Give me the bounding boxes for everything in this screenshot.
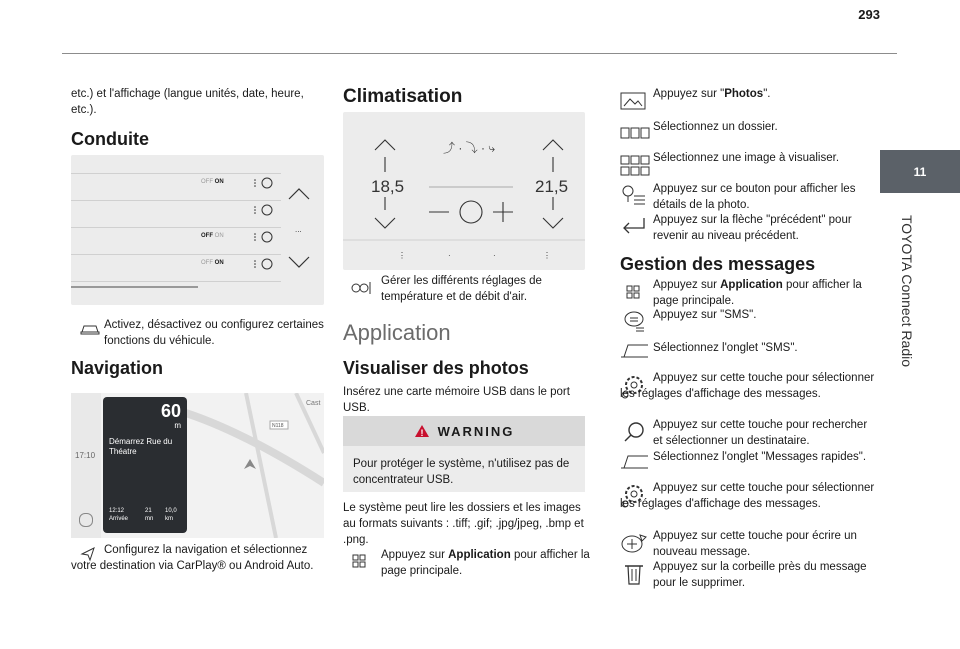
svg-text:!: ! bbox=[420, 428, 426, 438]
temp-right: 21,5 bbox=[535, 177, 569, 196]
msg-step-6: Sélectionnez l'onglet "Messages rapides". bbox=[653, 451, 867, 463]
search-icon bbox=[622, 421, 648, 443]
warning-box bbox=[343, 416, 585, 492]
trip-minutes: 21 mn bbox=[145, 508, 154, 522]
climatisation-heading: Climatisation bbox=[343, 86, 463, 107]
svg-text:⋮: ⋮ bbox=[543, 251, 551, 260]
msg-step-7: Appuyez sur cette touche pour sélectionner les réglages d'affichage des messages. bbox=[620, 482, 875, 510]
messages-heading: Gestion des messages bbox=[620, 254, 816, 274]
home-button[interactable] bbox=[79, 513, 93, 527]
svg-text:⋮: ⋮ bbox=[398, 251, 406, 260]
photo-step-4: Appuyez sur ce bouton pour afficher les détails de la photo. bbox=[653, 183, 856, 211]
scroll-arrows-icon[interactable] bbox=[285, 185, 315, 275]
info-icons[interactable] bbox=[249, 177, 279, 287]
temp-left: 18,5 bbox=[371, 177, 405, 196]
svg-text:...: ... bbox=[295, 225, 302, 234]
trash-icon bbox=[624, 562, 644, 586]
details-icon bbox=[620, 184, 646, 206]
warning-title: WARNING bbox=[437, 423, 515, 439]
photo-step-1: Appuyez sur "Photos". bbox=[653, 88, 771, 100]
msg-step-4: Appuyez sur cette touche pour sélectionner les réglages d'affichage des messages. bbox=[620, 372, 875, 400]
tab-icon bbox=[620, 343, 650, 359]
new-message-icon bbox=[620, 532, 648, 556]
street-name: Démarrez Rue du Théatre bbox=[109, 437, 173, 456]
header-rule bbox=[62, 53, 897, 54]
arrival-time: 12:12 Arrivée bbox=[109, 508, 129, 522]
photo-step-5: Appuyez sur la flèche "précédent" pour revenir au niveau précédent. bbox=[653, 214, 852, 242]
conduite-panel bbox=[71, 155, 324, 305]
msg-step-5: Appuyez sur cette touche pour rechercher et sélectionner un destinataire. bbox=[653, 419, 868, 447]
photos-app-step: Appuyez sur Application pour afficher la page principale. bbox=[381, 549, 590, 577]
toggle-row-1[interactable]: OFF ON bbox=[201, 179, 224, 185]
conduite-heading: Conduite bbox=[71, 129, 149, 149]
distance-unit: m bbox=[174, 421, 181, 430]
msg-step-9: Appuyez sur la corbeille près du message pour le supprimer. bbox=[653, 561, 867, 589]
chapter-tab: 11 bbox=[880, 150, 960, 193]
warning-text: Pour protéger le système, n'utilisez pas de concentrateur USB. bbox=[353, 458, 570, 486]
msg-step-1: Appuyez sur Application pour afficher la page principale. bbox=[653, 279, 862, 307]
distance-value: 60 bbox=[160, 401, 181, 421]
side-title: TOYOTA Connect Radio bbox=[899, 215, 915, 367]
app-grid-icon-2 bbox=[626, 285, 640, 299]
sms-icon bbox=[622, 310, 646, 332]
photo-step-2: Sélectionnez un dossier. bbox=[653, 121, 778, 133]
map-route-label: N118 bbox=[272, 423, 284, 429]
msg-step-2: Appuyez sur "SMS". bbox=[653, 309, 757, 321]
conduite-desc: Activez, désactivez ou configurez certaines fonctions du véhicule. bbox=[104, 319, 324, 347]
folder-icon bbox=[620, 126, 650, 140]
image-grid-icon bbox=[620, 155, 650, 177]
warning-header bbox=[343, 416, 585, 446]
navigation-heading: Navigation bbox=[71, 358, 164, 378]
toggle-row-4[interactable]: OFF ON bbox=[201, 260, 224, 266]
car-icon bbox=[80, 322, 100, 336]
trip-km: 10,0 km bbox=[165, 508, 177, 522]
msg-step-3: Sélectionnez l'onglet "SMS". bbox=[653, 342, 798, 354]
map-roads bbox=[186, 393, 324, 538]
back-arrow-icon bbox=[620, 216, 646, 236]
application-heading: Application bbox=[343, 320, 451, 345]
svg-text:·: · bbox=[493, 251, 496, 260]
clock: 17:10 bbox=[75, 451, 96, 460]
app-grid-icon bbox=[352, 554, 366, 568]
intro-text: etc.) et l'affichage (langue unités, date, heure, etc.). bbox=[71, 88, 304, 116]
svg-text:⤴ · ⤵ · ⤷: ⤴ · ⤵ · ⤷ bbox=[443, 141, 496, 155]
svg-text:·: · bbox=[448, 251, 451, 260]
map-place-label: Cast bbox=[306, 400, 321, 407]
photos-intro: Insérez une carte mémoire USB dans le port USB. bbox=[343, 386, 570, 414]
photos-heading: Visualiser des photos bbox=[343, 358, 529, 378]
tab-icon-2 bbox=[620, 454, 650, 470]
warning-icon bbox=[414, 424, 430, 438]
formats-text: Le système peut lire les dossiers et les images au formats suivants : .tiff; .gif; .jpg/jpeg, .bmp et .png. bbox=[343, 502, 584, 546]
climatisation-desc: Gérer les différents réglages de température et de débit d'air. bbox=[381, 275, 542, 303]
navigation-panel bbox=[71, 393, 324, 538]
climate-icon bbox=[350, 280, 372, 296]
navigation-desc: Configurez la navigation et sélectionnez votre destination via CarPlay® ou Android Auto. bbox=[71, 544, 314, 572]
photo-step-3: Sélectionnez une image à visualiser. bbox=[653, 152, 840, 164]
climate-panel bbox=[343, 112, 585, 270]
guidance-card bbox=[103, 397, 187, 533]
msg-step-8: Appuyez sur cette touche pour écrire un nouveau message. bbox=[653, 530, 857, 558]
photos-icon bbox=[620, 90, 646, 110]
climate-controls[interactable] bbox=[343, 112, 585, 270]
page-number: 293 bbox=[858, 7, 880, 22]
toggle-row-3[interactable]: OFF ON bbox=[201, 233, 224, 239]
